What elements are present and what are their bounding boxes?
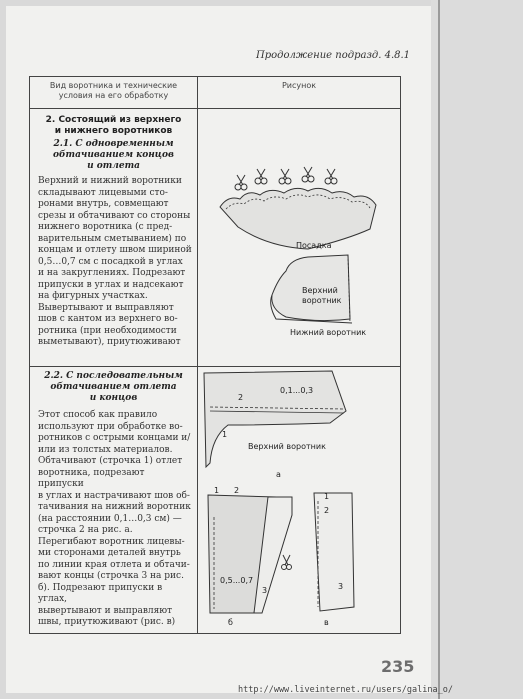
- col1-header-line: условия на его обработку: [58, 91, 169, 100]
- scissors-icon: [255, 169, 267, 184]
- label-verkhniy-2: воротник: [302, 296, 342, 305]
- scissors-icon: [279, 169, 291, 184]
- label-fig-v: в: [324, 618, 329, 627]
- text-line: тачивания на нижний воротник: [38, 502, 191, 512]
- text-line: швы, приутюживают (рис. в): [38, 617, 176, 627]
- scissors-icon: [282, 555, 292, 570]
- label-v-3: 3: [338, 582, 344, 591]
- text-line: (на расстоянии 0,1…0,3 см) —: [38, 513, 182, 524]
- section1-text: [30, 176, 197, 349]
- col1-header-line: Вид воротника и технические: [49, 81, 178, 90]
- label-b-1: 1: [214, 486, 220, 495]
- label-fig-a: а: [276, 470, 281, 479]
- text-line: припуски в углах и надсекают: [38, 279, 184, 290]
- subtitle-line: обтачиванием концов: [53, 150, 174, 160]
- text-line: в углах и настрачивают шов об-: [38, 490, 190, 501]
- collar-shape: [220, 188, 376, 249]
- text-line: складывают лицевыми сто-: [38, 187, 168, 198]
- col2-header: Рисунок: [198, 77, 401, 109]
- text-line: нижнего воротника (с пред-: [38, 222, 173, 232]
- collar-figure-2: [198, 367, 400, 629]
- label-dim-a: 0,1...0,3: [280, 386, 314, 395]
- section1-subtitle: [30, 139, 197, 172]
- subtitle-line: 2.2. С последовательным: [44, 371, 183, 381]
- text-line: б). Подрезают припуски в углах,: [38, 582, 163, 604]
- label-b-2: 2: [234, 486, 240, 495]
- text-line: ротников с острыми концами и/: [38, 433, 191, 443]
- text-line: ронами внутрь, совмещают: [38, 199, 169, 209]
- table-row-section1: [30, 109, 401, 367]
- text-line: варительным сметыванием) по: [38, 233, 187, 244]
- subtitle-line: и концов: [89, 393, 138, 403]
- text-line: шов с кантом из верхнего во-: [38, 314, 178, 324]
- subtitle-line: и отлета: [87, 161, 140, 171]
- subtitle-line: обтачиванием отлета: [50, 382, 177, 392]
- collar-shape-a: [204, 371, 346, 467]
- text-line: или из толстых материалов.: [38, 444, 173, 455]
- section2-text: [30, 410, 197, 629]
- section2-description: [30, 367, 198, 634]
- text-line: ми сторонами деталей внутрь: [38, 548, 181, 558]
- text-line: Этот способ как правило: [38, 410, 158, 420]
- label-fig-b: б: [228, 618, 233, 627]
- title-line: 2. Состоящий из верхнего: [45, 115, 182, 125]
- col1-header: [30, 77, 198, 109]
- table-header-row: [30, 77, 401, 109]
- section1-figure-cell: [198, 109, 401, 367]
- scissors-icon: [302, 167, 314, 182]
- text-line: вывертывают и выправляют: [38, 605, 173, 616]
- label-verkhniy-a: Верхний воротник: [248, 442, 326, 451]
- text-line: используют при обработке во-: [38, 421, 183, 432]
- scissors-icon: [325, 169, 337, 184]
- subtitle-line: 2.1. С одновременным: [53, 139, 174, 149]
- text-line: 0,5…0,7 см с посадкой в углах: [38, 256, 183, 267]
- label-stitch-1: 1: [222, 430, 228, 439]
- section-continuation-header: Продолжение подразд. 4.8.1: [256, 50, 411, 61]
- text-line: выметывают), приутюживают: [38, 337, 181, 347]
- text-line: по линии края отлета и обтачи-: [38, 559, 190, 570]
- label-v-2: 2: [324, 506, 330, 515]
- page-edge: [431, 0, 523, 699]
- text-line: срезы и обтачивают со стороны: [38, 210, 191, 221]
- text-line: Верхний и нижний воротники: [38, 176, 182, 186]
- table-row-section2: [30, 367, 401, 634]
- section1-title: [30, 115, 197, 137]
- text-line: воротника, подрезают припуски: [38, 467, 145, 489]
- text-line: строчка 2 на рис. а.: [38, 525, 133, 535]
- title-line: и нижнего воротников: [54, 126, 173, 136]
- label-verkhniy-1: Верхний: [302, 286, 338, 295]
- text-line: Обтачивают (строчка 1) отлет: [38, 456, 183, 466]
- section2-figure-cell: [198, 367, 401, 634]
- label-dim-b: 0,5...0,7: [220, 576, 254, 585]
- label-nizhniy: Нижний воротник: [290, 328, 367, 337]
- label-posadka: Посадка: [296, 241, 332, 250]
- label-b-3: 3: [262, 586, 268, 595]
- text-line: концам и отлету швом шириной: [38, 245, 192, 255]
- label-v-1: 1: [324, 492, 330, 501]
- section1-description: [30, 109, 198, 367]
- label-stitch-2: 2: [238, 393, 244, 402]
- text-line: Перегибают воротник лицевы-: [38, 536, 185, 547]
- scissors-icon: [235, 175, 247, 190]
- text-line: вают концы (строчка 3 на рис.: [38, 571, 184, 581]
- book-spine-line: [438, 0, 440, 699]
- text-line: и на закруглениях. Подрезают: [38, 268, 186, 278]
- page-number: 235: [381, 657, 415, 676]
- collar-figure-1: [198, 109, 400, 362]
- collar-table: [29, 76, 401, 634]
- text-line: Вывертывают и выправляют: [38, 302, 174, 313]
- collar-shape-v: [314, 493, 354, 611]
- section2-subtitle: [30, 371, 197, 404]
- text-line: ротника (при необходимости: [38, 325, 177, 336]
- footer-url: http://www.liveinternet.ru/users/galina_o/: [238, 685, 453, 695]
- text-line: на фигурных участках.: [38, 291, 148, 301]
